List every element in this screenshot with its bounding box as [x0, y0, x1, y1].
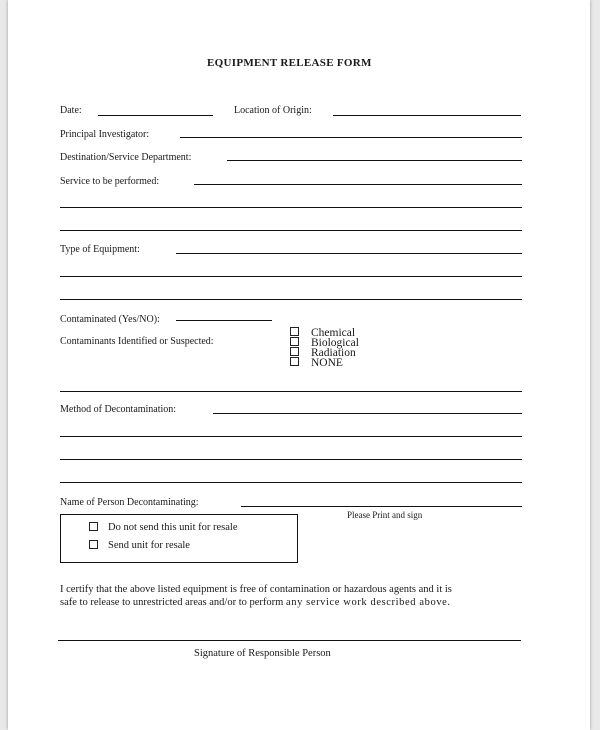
type-of-equipment-line-2[interactable]	[60, 276, 522, 277]
option-none[interactable]: NONE	[290, 357, 343, 369]
service-line[interactable]	[194, 184, 522, 185]
method-line[interactable]	[213, 413, 522, 414]
checkbox-resale[interactable]	[89, 540, 98, 549]
principal-investigator-line[interactable]	[180, 137, 522, 138]
option-chemical[interactable]: Chemical	[290, 327, 355, 339]
date-line[interactable]	[98, 115, 213, 116]
checkbox-biological[interactable]	[290, 337, 299, 346]
contaminants-label: Contaminants Identified or Suspected:	[60, 336, 214, 347]
destination-label: Destination/Service Department:	[60, 152, 192, 163]
option-biological[interactable]: Biological	[290, 337, 359, 349]
option-resale[interactable]: Send unit for resale	[89, 540, 190, 551]
method-line-3[interactable]	[60, 459, 522, 460]
method-line-2[interactable]	[60, 436, 522, 437]
location-of-origin-label: Location of Origin:	[234, 105, 312, 116]
print-sign-note: Please Print and sign	[347, 510, 423, 520]
service-label: Service to be performed:	[60, 176, 160, 187]
method-label: Method of Decontamination:	[60, 404, 177, 415]
form-title: EQUIPMENT RELEASE FORM	[207, 57, 372, 69]
option-radiation[interactable]: Radiation	[290, 347, 356, 359]
type-of-equipment-line-3[interactable]	[60, 299, 522, 300]
principal-investigator-label: Principal Investigator:	[60, 129, 150, 140]
person-line[interactable]	[241, 506, 522, 507]
location-of-origin-line[interactable]	[333, 115, 521, 116]
checkbox-chemical[interactable]	[290, 327, 299, 336]
service-line-3[interactable]	[60, 230, 522, 231]
type-of-equipment-line[interactable]	[176, 253, 522, 254]
contaminated-line[interactable]	[176, 320, 272, 321]
type-of-equipment-label: Type of Equipment:	[60, 244, 140, 255]
person-label: Name of Person Decontaminating:	[60, 497, 199, 508]
certification-line-2: safe to release to unrestricted areas and/or to perform any service work described above.	[60, 597, 451, 608]
option-do-not-resale[interactable]: Do not send this unit for resale	[89, 522, 237, 533]
signature-label: Signature of Responsible Person	[194, 648, 331, 659]
method-line-4[interactable]	[60, 482, 522, 483]
signature-line[interactable]	[58, 640, 521, 641]
contaminants-line[interactable]	[60, 391, 522, 392]
destination-line[interactable]	[227, 160, 522, 161]
checkbox-radiation[interactable]	[290, 347, 299, 356]
document-page	[8, 0, 590, 730]
service-line-2[interactable]	[60, 207, 522, 208]
certification-line-1: I certify that the above listed equipment is free of contamination or hazardous agents and it is	[60, 584, 452, 595]
checkbox-do-not-resale[interactable]	[89, 522, 98, 531]
resale-options-box	[60, 514, 298, 563]
checkbox-none[interactable]	[290, 357, 299, 366]
date-label: Date:	[60, 105, 82, 116]
contaminated-label: Contaminated (Yes/NO):	[60, 314, 160, 325]
